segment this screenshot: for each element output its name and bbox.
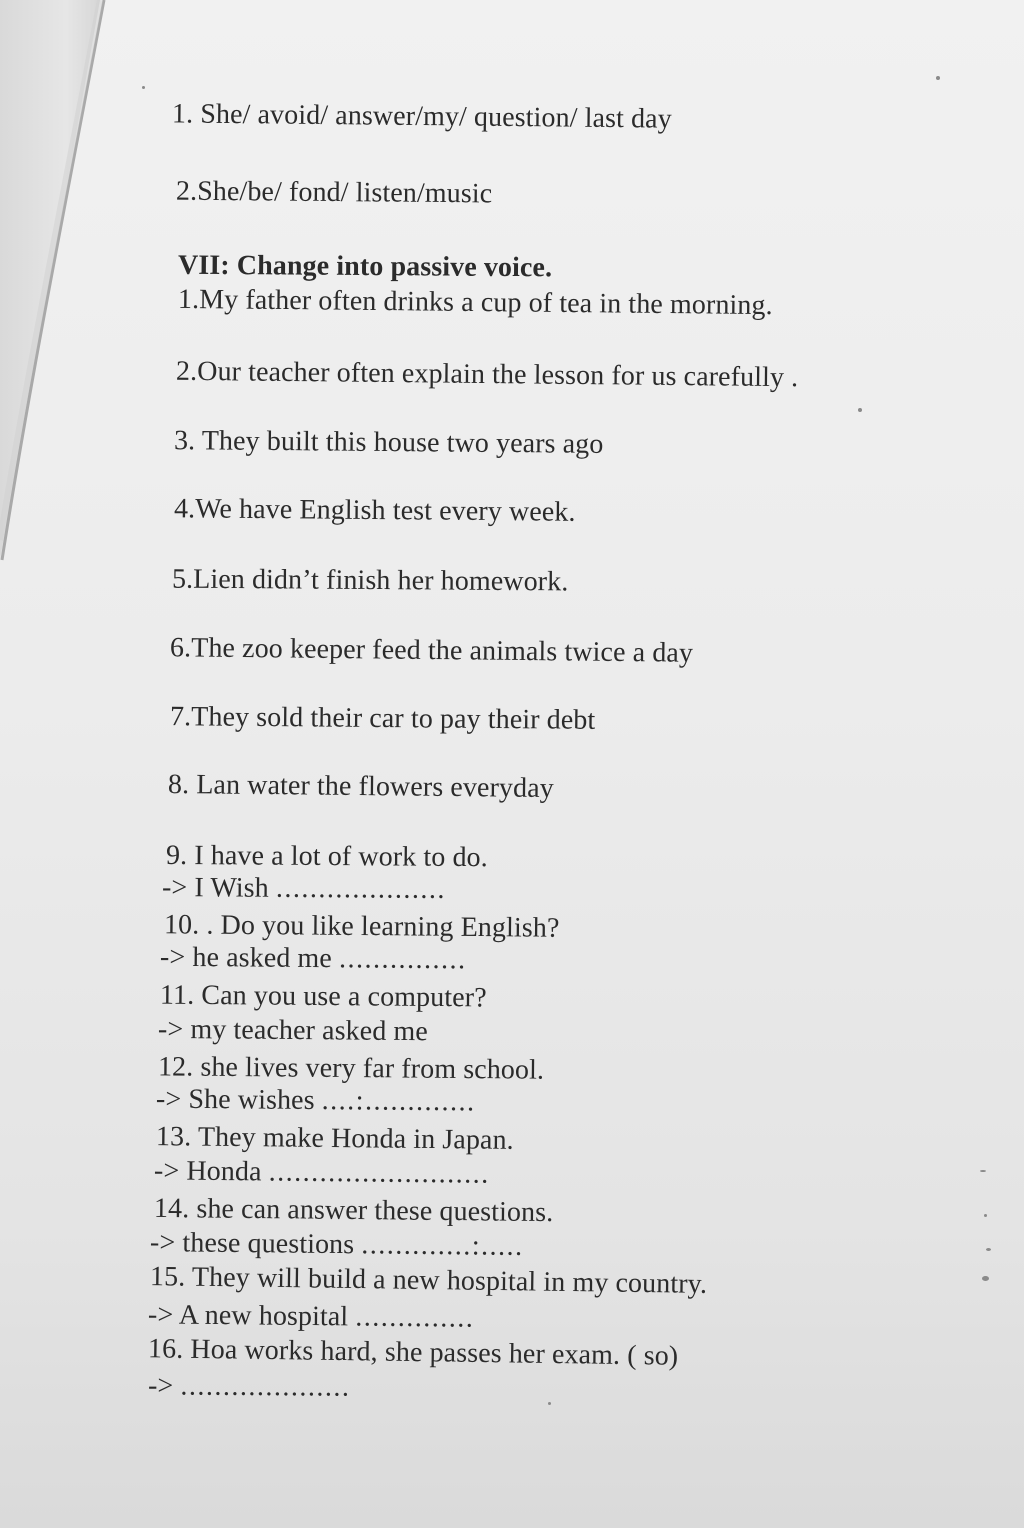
rewrite-question-14: 14. she can answer these questions. <box>153 1192 554 1229</box>
paper-speck <box>980 1170 986 1172</box>
rewrite-answer-14: -> these questions .............:..... <box>149 1227 524 1262</box>
passive-item-8: 8. Lan water the flowers everyday <box>167 768 554 805</box>
rewrite-question-10: 10. . Do you like learning English? <box>163 909 560 944</box>
passive-item-5: 5.Lien didn’t finish her homework. <box>171 563 569 598</box>
answer-blank: ............... <box>338 943 467 976</box>
answer-blank: .............. <box>355 1301 475 1334</box>
answer-blank: ....:............. <box>321 1085 476 1118</box>
rewrite-answer-13: -> Honda .......................... <box>153 1155 490 1190</box>
passive-item-7: 7.They sold their car to pay their debt <box>169 701 596 736</box>
answer-blank: .................... <box>275 872 447 905</box>
paper-speck <box>858 408 862 412</box>
section-heading: VII: Change into passive voice. <box>177 249 553 284</box>
rewrite-question-9: 9. I have a lot of work to do. <box>165 839 488 874</box>
rewrite-question-13: 13. They make Honda in Japan. <box>155 1121 514 1156</box>
passive-item-4: 4.We have English test every week. <box>173 493 576 528</box>
rewrite-answer-15: -> A new hospital .............. <box>147 1299 475 1334</box>
rewrite-answer-11: -> my teacher asked me <box>157 1013 429 1048</box>
exercise-item-2: 2.She/be/ fond/ listen/music <box>175 175 493 210</box>
rewrite-answer-10: -> he asked me ............... <box>159 941 467 976</box>
passive-item-6: 6.The zoo keeper feed the animals twice a day <box>169 632 694 669</box>
paper-speck <box>142 86 145 89</box>
answer-blank: .................... <box>180 1370 351 1403</box>
passive-item-2: 2.Our teacher often explain the lesson for us carefully . <box>175 355 799 394</box>
rewrite-question-12: 12. she lives very far from school. <box>157 1051 545 1086</box>
answer-blank: .......................... <box>268 1156 490 1190</box>
passive-item-1: 1.My father often drinks a cup of tea in the morning. <box>177 283 773 322</box>
answer-blank: .............:..... <box>361 1229 524 1262</box>
paper-speck <box>548 1402 551 1405</box>
rewrite-question-16: 16. Hoa works hard, she passes her exam. ( so) <box>147 1333 679 1372</box>
paper-speck <box>984 1214 987 1217</box>
rewrite-answer-12: -> She wishes ....:............. <box>155 1083 476 1118</box>
passive-item-3: 3. They built this house two years ago <box>173 425 604 460</box>
paper-speck <box>936 76 940 80</box>
exercise-item-1: 1. She/ avoid/ answer/my/ question/ last day <box>171 98 672 135</box>
rewrite-question-15: 15. They will build a new hospital in my country. <box>149 1261 708 1300</box>
paper-speck <box>982 1276 989 1281</box>
rewrite-answer-9: -> I Wish .................... <box>161 872 447 905</box>
rewrite-answer-16: -> .................... <box>147 1370 351 1403</box>
paper-speck <box>986 1248 991 1251</box>
rewrite-question-11: 11. Can you use a computer? <box>159 979 487 1014</box>
